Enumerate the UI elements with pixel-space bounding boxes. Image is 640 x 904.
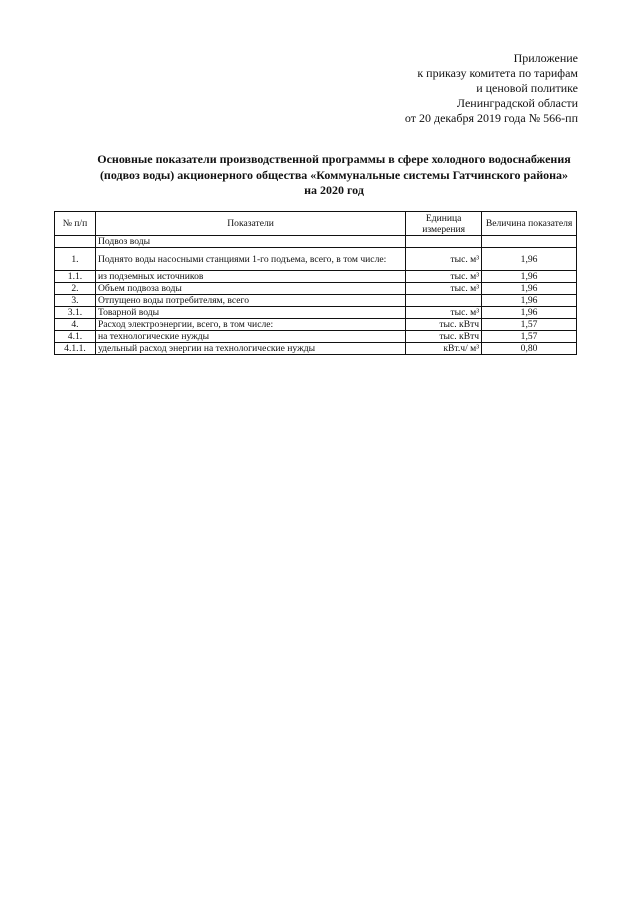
row-num: 4.1. <box>55 331 96 343</box>
row-num: 4.1.1. <box>55 343 96 355</box>
row-unit: тыс. кВтч <box>406 331 482 343</box>
row-value: 1,96 <box>482 283 577 295</box>
appendix-header <box>358 51 578 126</box>
row-value: 1,96 <box>482 248 577 271</box>
table-row <box>55 295 577 307</box>
row-indicator: Отпущено воды потребителям, всего <box>95 295 405 307</box>
row-value: 1,96 <box>482 295 577 307</box>
row-value: 1,96 <box>482 307 577 319</box>
row-unit: кВт.ч/ м³ <box>406 343 482 355</box>
title-line: на 2020 год <box>304 183 364 197</box>
table-row <box>55 271 577 283</box>
row-indicator: Подвоз воды <box>95 236 405 248</box>
row-num <box>55 236 96 248</box>
table-row <box>55 319 577 331</box>
row-unit: тыс. м³ <box>406 283 482 295</box>
table-row <box>55 236 577 248</box>
row-value: 0,80 <box>482 343 577 355</box>
row-num: 4. <box>55 319 96 331</box>
document-title <box>60 152 608 199</box>
row-indicator: на технологические нужды <box>95 331 405 343</box>
appendix-line: от 20 декабря 2019 года № 566-пп <box>404 111 578 125</box>
row-value: 1,57 <box>482 319 577 331</box>
row-indicator: из подземных источников <box>95 271 405 283</box>
row-value: 1,57 <box>482 331 577 343</box>
table-row <box>55 283 577 295</box>
appendix-line: Ленинградской области <box>456 96 578 110</box>
header-num: № п/п <box>55 212 96 236</box>
appendix-line: и ценовой политике <box>476 81 578 95</box>
row-num: 3. <box>55 295 96 307</box>
row-num: 1. <box>55 248 96 271</box>
row-unit <box>406 295 482 307</box>
title-line: Основные показатели производственной программы в сфере холодного водоснабжения <box>97 152 571 166</box>
header-indicator: Показатели <box>95 212 405 236</box>
appendix-line: к приказу комитета по тарифам <box>417 66 578 80</box>
row-value <box>482 236 577 248</box>
indicators-table <box>54 211 577 355</box>
header-unit: Единица измерения <box>406 212 482 236</box>
table-row <box>55 331 577 343</box>
row-num: 3.1. <box>55 307 96 319</box>
title-line: (подвоз воды) акционерного общества «Коммунальные системы Гатчинского района» <box>99 167 569 182</box>
row-indicator: Объем подвоза воды <box>95 283 405 295</box>
row-unit: тыс. кВтч <box>406 319 482 331</box>
appendix-line: Приложение <box>513 51 578 65</box>
row-indicator: Товарной воды <box>95 307 405 319</box>
table-row <box>55 343 577 355</box>
row-indicator: Поднято воды насосными станциями 1-го подъема, всего, в том числе: <box>95 248 405 271</box>
header-value: Величина показателя <box>482 212 577 236</box>
table-row <box>55 248 577 271</box>
row-unit: тыс. м³ <box>406 271 482 283</box>
row-unit <box>406 236 482 248</box>
row-num: 1.1. <box>55 271 96 283</box>
table-row <box>55 307 577 319</box>
row-indicator: удельный расход энергии на технологические нужды <box>95 343 405 355</box>
row-unit: тыс. м³ <box>406 248 482 271</box>
row-unit: тыс. м³ <box>406 307 482 319</box>
row-indicator: Расход электроэнергии, всего, в том числе: <box>95 319 405 331</box>
row-num: 2. <box>55 283 96 295</box>
table-header-row <box>55 212 577 236</box>
row-value: 1,96 <box>482 271 577 283</box>
